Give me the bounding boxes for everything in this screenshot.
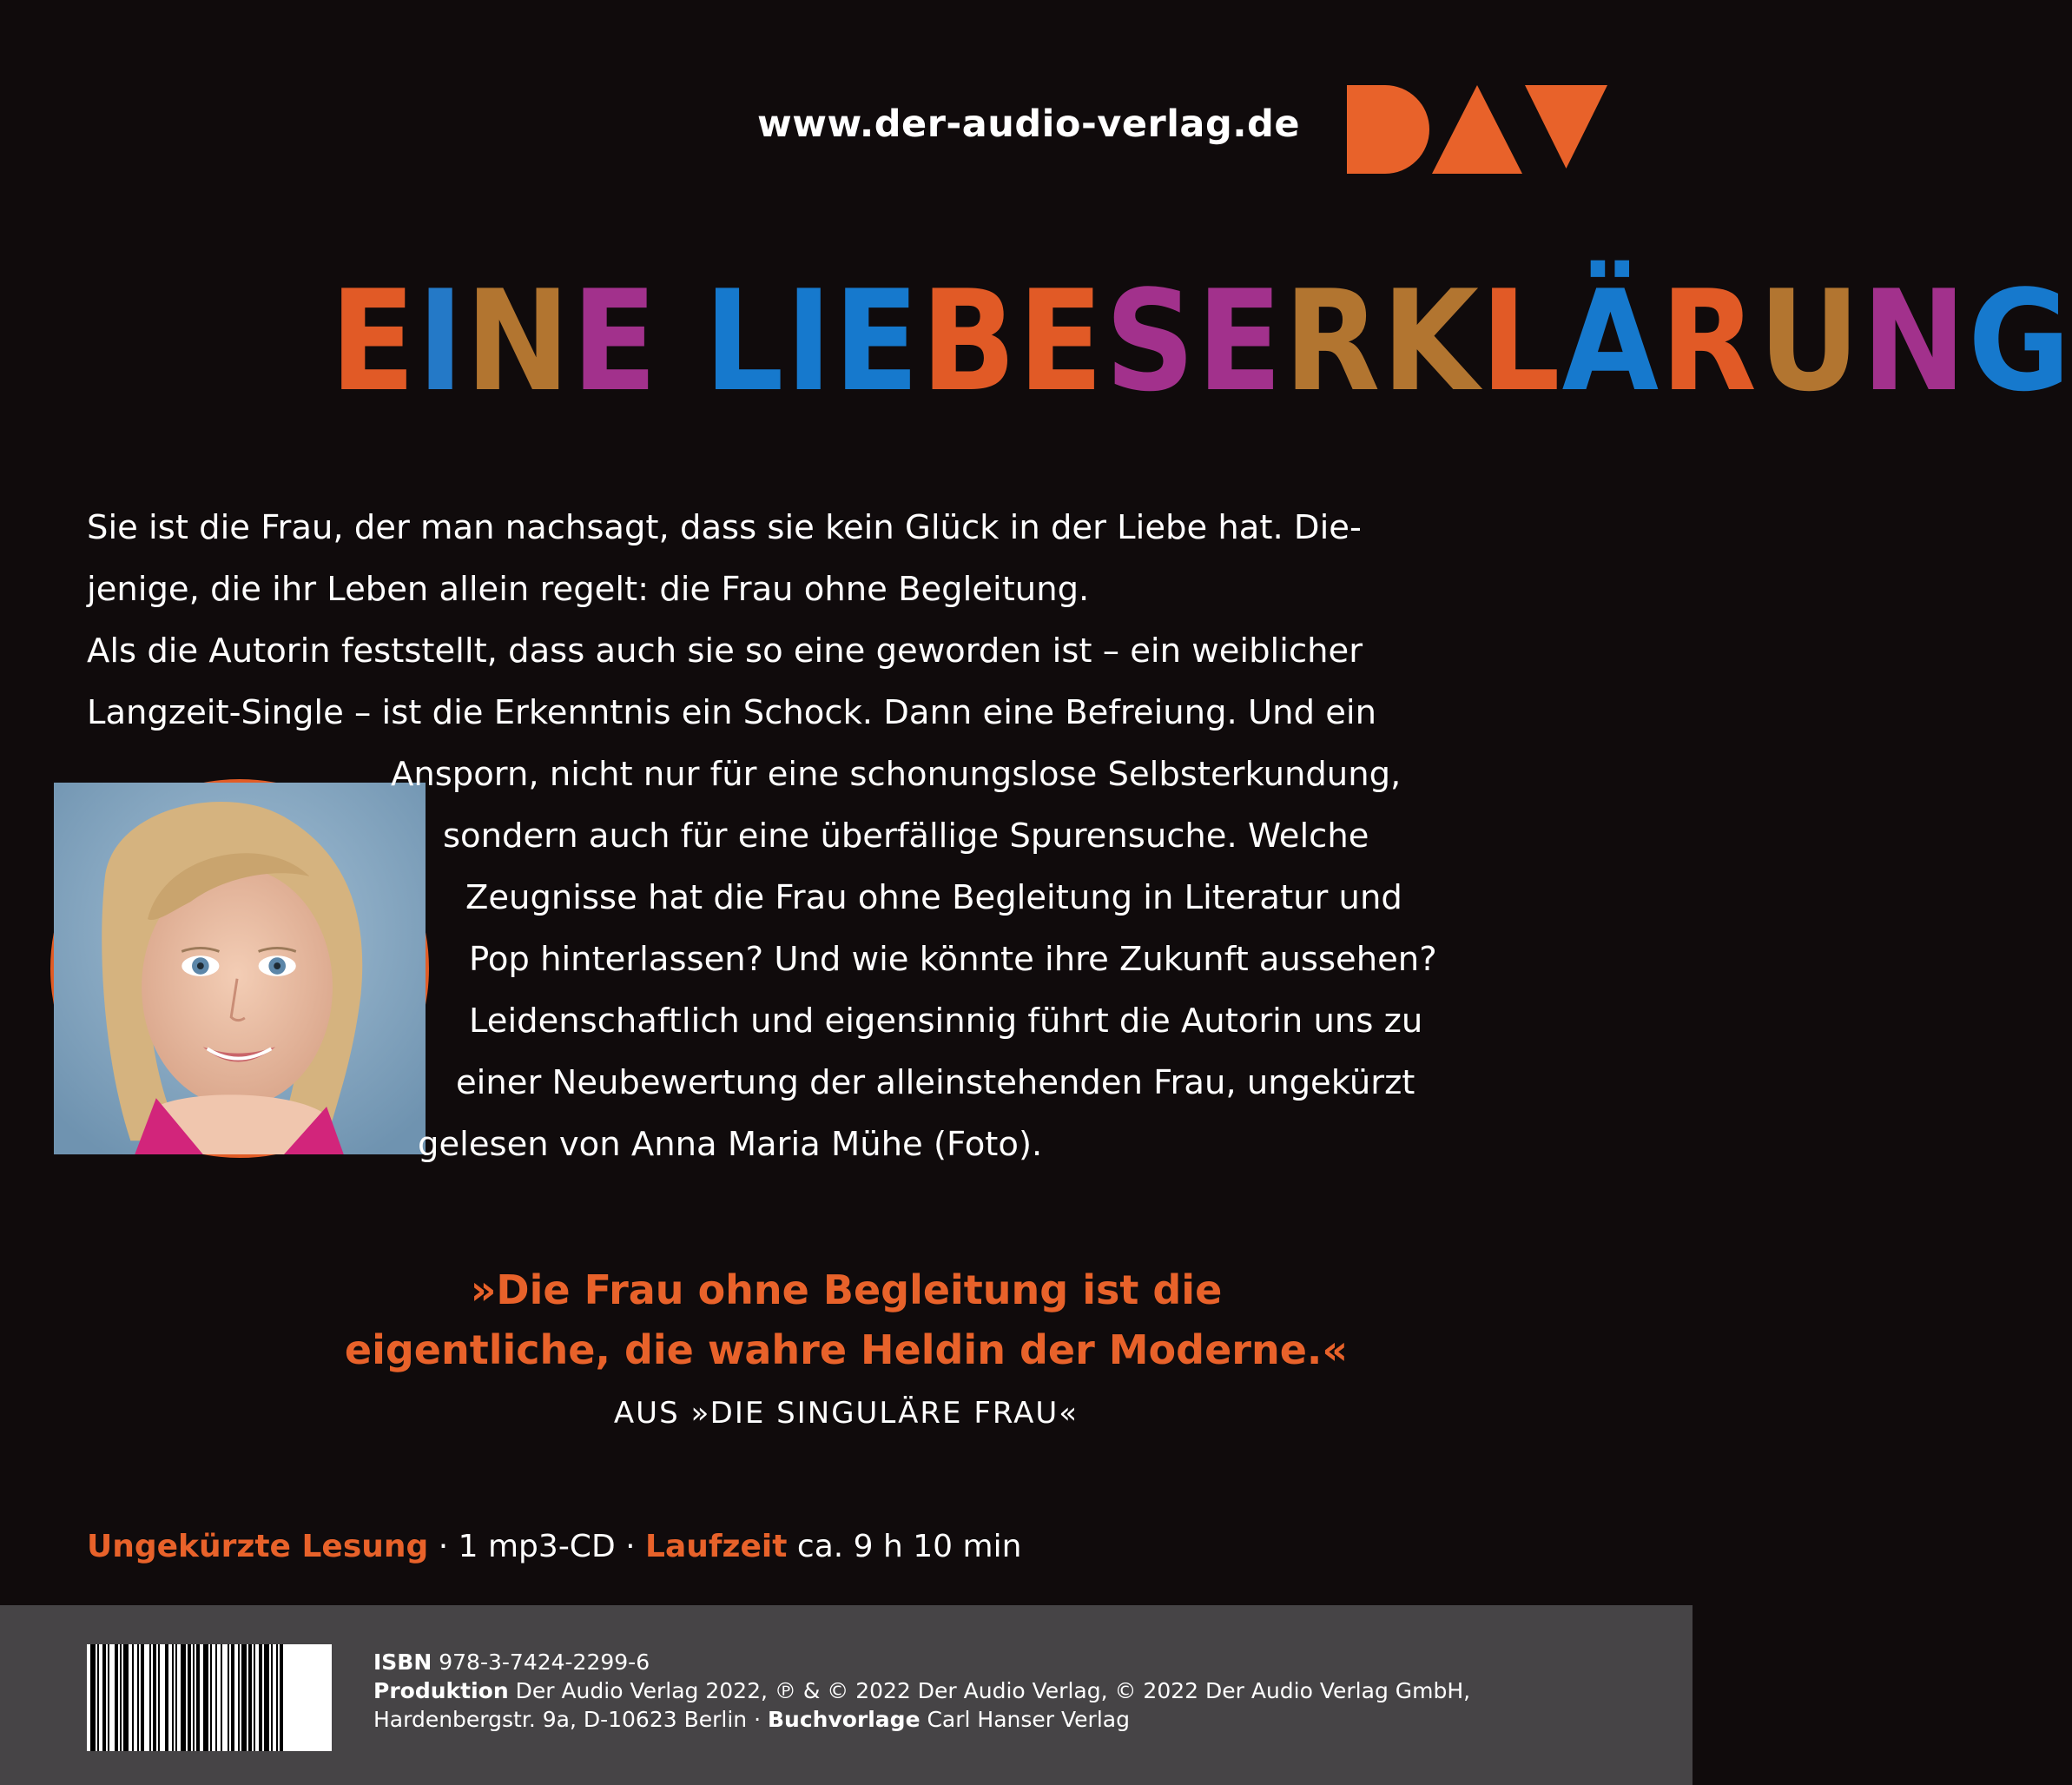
barcode-bar — [276, 1644, 278, 1751]
barcode-bar — [254, 1644, 255, 1751]
barcode-bar — [120, 1644, 122, 1751]
barcode-bar — [149, 1644, 151, 1751]
description-line: jenige, die ihr Leben allein regelt: die Frau ohne Begleitung. — [87, 570, 1090, 609]
runtime-value: ca. 9 h 10 min — [787, 1529, 1022, 1564]
barcode-bar — [228, 1644, 229, 1751]
barcode-bar — [196, 1644, 200, 1751]
reading-type-label: Ungekürzte Lesung — [87, 1529, 429, 1564]
production-line: Produktion Der Audio Verlag 2022, ℗ & © 2022 Der Audio Verlag, © 2022 Der Audio Verlag GmbH, — [373, 1678, 1471, 1703]
barcode-bar — [108, 1644, 109, 1751]
headline-letter: L — [703, 260, 786, 422]
headline-letter: E — [571, 260, 659, 422]
headline-letter: I — [417, 260, 465, 422]
publisher-url[interactable]: www.der-audio-verlag.de — [757, 102, 1301, 146]
media-format: 1 mp3-CD — [458, 1529, 616, 1564]
headline-letter: U — [1758, 260, 1862, 422]
barcode-bar — [153, 1644, 156, 1751]
logo-letter-a — [1432, 85, 1522, 174]
barcode-bar — [172, 1644, 174, 1751]
barcode-bar — [188, 1644, 191, 1751]
quote-line-1: »Die Frau ohne Begleitung ist die — [470, 1266, 1223, 1313]
barcode-bar — [158, 1644, 160, 1751]
barcode-bar — [248, 1644, 252, 1751]
barcode-bar — [203, 1644, 208, 1751]
description-line: Als die Autorin feststellt, dass auch sie so eine geworden ist – ein weiblicher — [87, 631, 1363, 671]
barcode-bar — [97, 1644, 99, 1751]
headline — [330, 260, 2072, 422]
barcode-bar — [221, 1644, 222, 1751]
logo-letter-v — [1525, 85, 1607, 169]
description-line: Pop hinterlassen? Und wie könnte ihre Zukunft aussehen? — [469, 940, 1437, 979]
address-line: Hardenbergstr. 9a, D-10623 Berlin · Buchvorlage Carl Hanser Verlag — [373, 1707, 1130, 1732]
barcode-bar — [165, 1644, 168, 1751]
barcode-bar — [210, 1644, 212, 1751]
headline-letter: E — [330, 260, 418, 422]
headline-letter: N — [1861, 260, 1969, 422]
quote-line-2: eigentliche, die wahre Heldin der Moderne.« — [344, 1326, 1349, 1373]
barcode-bar — [231, 1644, 234, 1751]
separator: · — [428, 1529, 459, 1564]
barcode-bar — [181, 1644, 186, 1751]
headline-letter: R — [1660, 260, 1759, 422]
quote-source: AUS »DIE SINGULÄRE FRAU« — [613, 1396, 1079, 1431]
description-line: einer Neubewertung der alleinstehenden Frau, ungekürzt — [456, 1063, 1415, 1102]
description-line: Sie ist die Frau, der man nachsagt, dass sie kein Glück in der Liebe hat. Die- — [87, 508, 1362, 547]
description-line: Leidenschaftlich und eigensinnig führt die Autorin uns zu — [469, 1002, 1423, 1041]
description-line: gelesen von Anna Maria Mühe (Foto). — [418, 1125, 1043, 1164]
headline-letter: Ä — [1561, 260, 1660, 422]
headline-letter: K — [1382, 260, 1481, 422]
product-facts — [87, 1529, 1021, 1564]
barcode-bar — [137, 1644, 139, 1751]
headline-letter: N — [465, 260, 572, 422]
legal-info — [373, 1648, 1589, 1734]
headline-letter: I — [785, 260, 835, 422]
barcode-bar — [175, 1644, 177, 1751]
barcode-bar — [259, 1644, 262, 1751]
headline-letter: E — [1018, 260, 1105, 422]
barcode-bar — [141, 1644, 144, 1751]
barcode-bar — [271, 1644, 273, 1751]
headline-letter: L — [1480, 260, 1562, 422]
headline-letter: G — [1968, 260, 2072, 422]
description-line: sondern auch für eine überfällige Spurensuche. Welche — [443, 816, 1369, 856]
headline-letter — [659, 265, 704, 417]
isbn-line: ISBN 978-3-7424-2299-6 — [373, 1649, 650, 1675]
barcode-bar — [123, 1644, 129, 1751]
narrator-portrait — [50, 779, 429, 1158]
dav-logo — [1347, 85, 1607, 174]
barcode — [87, 1644, 332, 1751]
headline-letter: E — [1197, 260, 1284, 422]
barcode-bar — [264, 1644, 269, 1751]
runtime-label: Laufzeit — [645, 1529, 788, 1564]
headline-letter: R — [1283, 260, 1382, 422]
barcode-bar — [280, 1644, 283, 1751]
description-line: Zeugnisse hat die Frau ohne Begleitung in Literatur und — [465, 878, 1402, 917]
barcode-bar — [90, 1644, 96, 1751]
barcode-bar — [193, 1644, 195, 1751]
barcode-bar — [102, 1644, 106, 1751]
logo-letter-d — [1347, 85, 1429, 174]
description-line: Ansporn, nicht nur für eine schonungslose Selbsterkundung, — [391, 755, 1402, 794]
description-line: Langzeit-Single – ist die Erkenntnis ein Schock. Dann eine Befreiung. Und ein — [87, 693, 1377, 732]
separator: · — [615, 1529, 646, 1564]
barcode-bar — [115, 1644, 118, 1751]
barcode-bar — [241, 1644, 247, 1751]
headline-letter: E — [834, 260, 921, 422]
headline-letter: B — [921, 260, 1019, 422]
barcode-bar — [238, 1644, 240, 1751]
barcode-bar — [132, 1644, 134, 1751]
barcode-bar — [215, 1644, 217, 1751]
headline-letter: S — [1105, 260, 1198, 422]
